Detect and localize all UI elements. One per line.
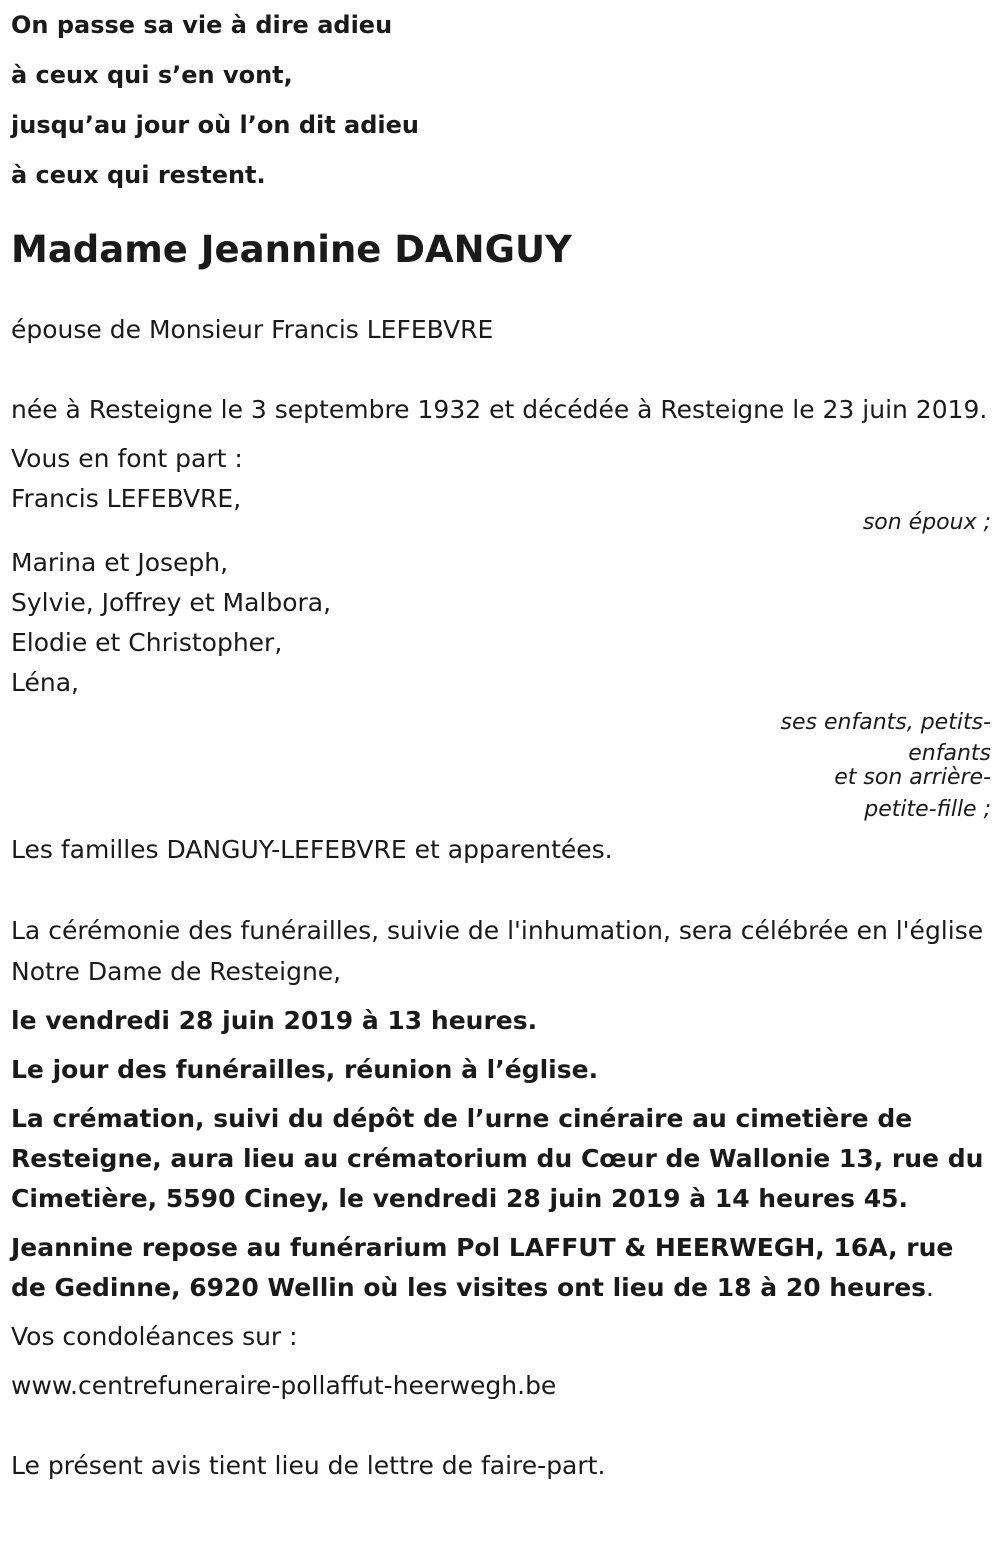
children-role: [11, 704, 991, 830]
spouse-line: épouse de Monsieur Francis LEFEBVRE: [11, 315, 494, 344]
poem-line: à ceux qui s’en vont,: [11, 61, 293, 89]
church-meeting: Le jour des funérailles, réunion à l’église.: [11, 1055, 599, 1084]
ceremony-text: La cérémonie des funérailles, suivie de l'inhumation, sera célébrée en l'église Notre Dame de Resteigne,: [11, 916, 984, 986]
children-role-line: et son arrière-: [834, 765, 991, 790]
ceremony-date: le vendredi 28 juin 2019 à 13 heures.: [11, 1006, 538, 1035]
families-line: Les familles DANGUY-LEFEBVRE et apparentées.: [11, 835, 613, 864]
poem-line: On passe sa vie à dire adieu: [11, 11, 393, 39]
birth-death-line: née à Resteigne le 3 septembre 1932 et décédée à Resteigne le 23 juin 2019.: [11, 395, 988, 424]
children-list: [11, 543, 991, 703]
child-entry: Elodie et Christopher,: [11, 628, 283, 657]
obituary-notice: [11, 0, 991, 1486]
cremation-text: La crémation, suivi du dépôt de l’urne cinéraire au cimetière de Resteigne, aura lieu au crématorium du Cœur de Wallonie 13, rue du Cimetière, 5590 Ciney, le vendredi 28 juin 2019 à 14 heures 45.: [11, 1104, 984, 1213]
children-role-line: ses enfants, petits-: [780, 710, 991, 735]
spouse-name: Francis LEFEBVRE,: [11, 484, 242, 513]
closing-notice: Le présent avis tient lieu de lettre de faire-part.: [11, 1451, 606, 1480]
condolences-label: Vos condoléances sur :: [11, 1322, 298, 1351]
deceased-name: Madame Jeannine DANGUY: [11, 228, 572, 271]
announcement-intro: Vous en font part :: [11, 444, 243, 473]
children-role-line: enfants: [908, 741, 991, 766]
children-role-line: petite-fille ;: [864, 797, 991, 822]
repose-text: [11, 1228, 991, 1308]
poem-line: jusqu’au jour où l’on dit adieu: [11, 111, 420, 139]
condolences-website[interactable]: www.centrefuneraire-pollaffut-heerwegh.be: [11, 1371, 557, 1400]
child-entry: Marina et Joseph,: [11, 548, 229, 577]
repose-end: .: [926, 1273, 934, 1302]
spouse-role: son époux ;: [862, 510, 991, 535]
child-entry: Léna,: [11, 668, 79, 697]
poem: [11, 0, 991, 200]
repose-main: Jeannine repose au funérarium Pol LAFFUT & HEERWEGH, 16A, rue de Gedinne, 6920 Wellin où les visites ont lieu de 18 à 20 heures: [11, 1233, 954, 1302]
child-entry: Sylvie, Joffrey et Malbora,: [11, 588, 332, 617]
poem-line: à ceux qui restent.: [11, 161, 266, 189]
